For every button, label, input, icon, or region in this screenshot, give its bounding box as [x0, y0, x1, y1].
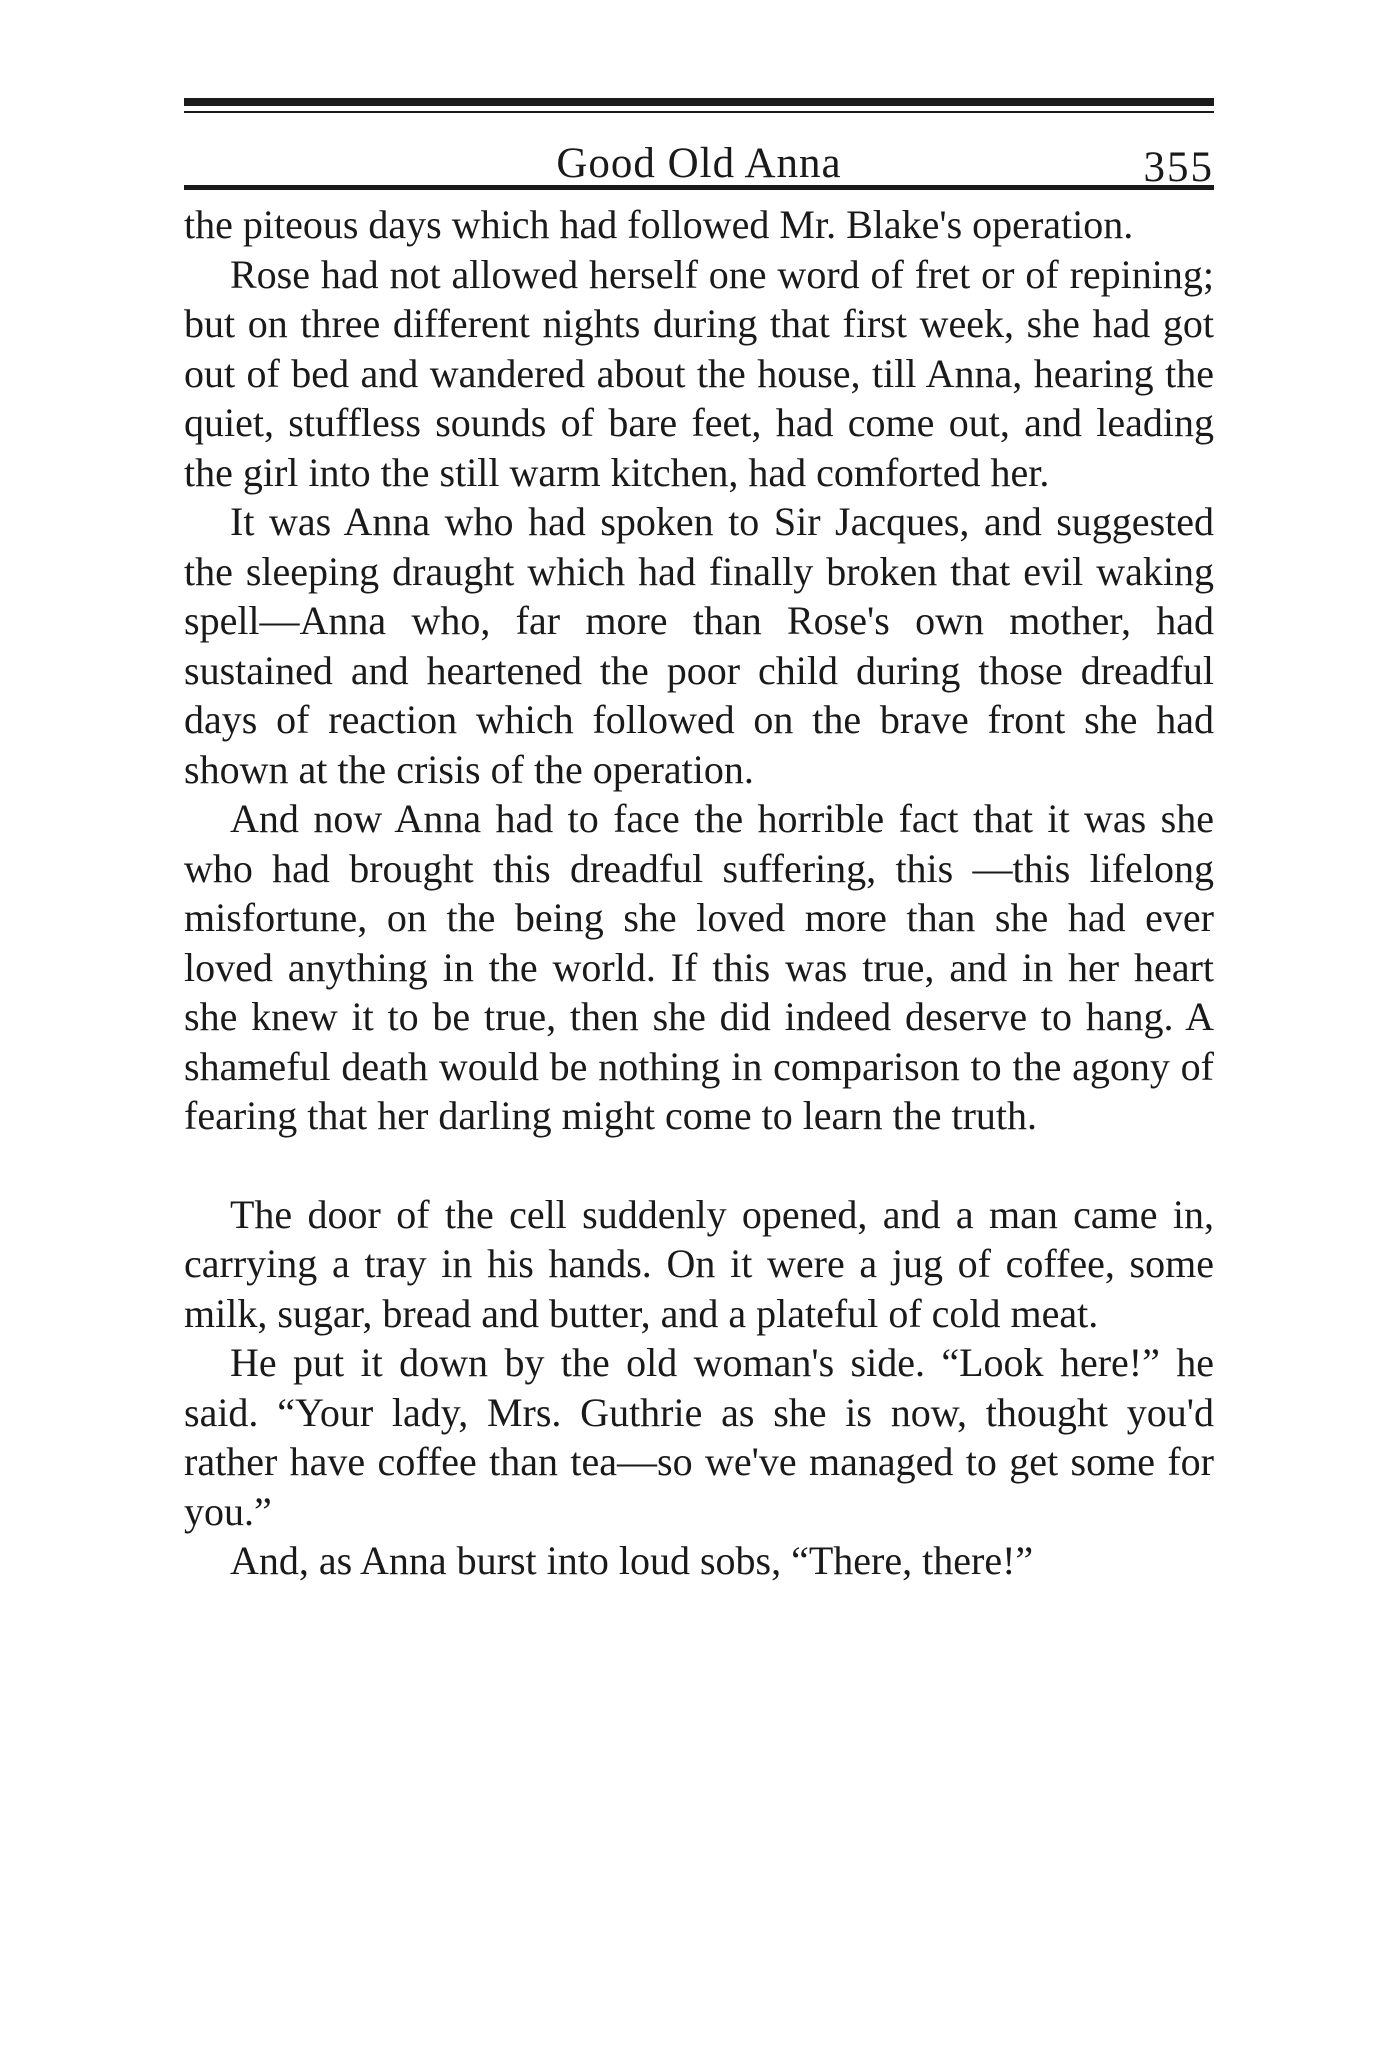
body-text: [184, 200, 1214, 1586]
paragraph: It was Anna who had spoken to Sir Jacques, and suggested the sleeping draught which had finally broken that evil waking spell—Anna who, far more than Rose's own mother, had sustained and heartened the poor child during those dreadful days of reaction which followed on the brave front she had shown at the crisis of the operation.: [184, 499, 1214, 792]
book-page: [184, 98, 1214, 1586]
running-title: Good Old Anna: [556, 140, 842, 187]
paragraph: And now Anna had to face the horrible fact that it was she who had brought this dreadful suffering, this —this lifelong misfortune, on the being she loved more than she had ever loved anything in the world. If this was true, and in her heart she knew it to be true, then she did indeed deserve to hang. A shameful death would be nothing in comparison to the agony of fearing that her darling might come to learn the truth.: [184, 796, 1214, 1138]
running-header: [184, 113, 1214, 191]
paragraph: The door of the cell suddenly opened, and a man came in, carrying a tray in his hands. On it were a jug of coffee, some milk, sugar, bread and butter, and a plateful of cold meat.: [184, 1191, 1214, 1336]
header-rule-thick: [184, 98, 1214, 106]
paragraph-continued: the piteous days which had followed Mr. Blake's operation.: [184, 202, 1134, 247]
page-number: 355: [1143, 144, 1214, 191]
paragraph: And, as Anna burst into loud sobs, “There, there!”: [230, 1538, 1034, 1583]
section-break: [184, 1141, 1214, 1190]
paragraph: Rose had not allowed herself one word of fret or of repining; but on three different nights during that first week, she had got out of bed and wandered about the house, till Anna, hearing the quiet, stuffless sounds of bare feet, had come out, and leading the girl into the still warm kitchen, had comforted her.: [184, 251, 1214, 495]
paragraph: He put it down by the old woman's side. “Look here!” he said. “Your lady, Mrs. Guthrie as she is now, thought you'd rather have coffee than tea—so we've managed to get some for you.”: [184, 1340, 1214, 1534]
